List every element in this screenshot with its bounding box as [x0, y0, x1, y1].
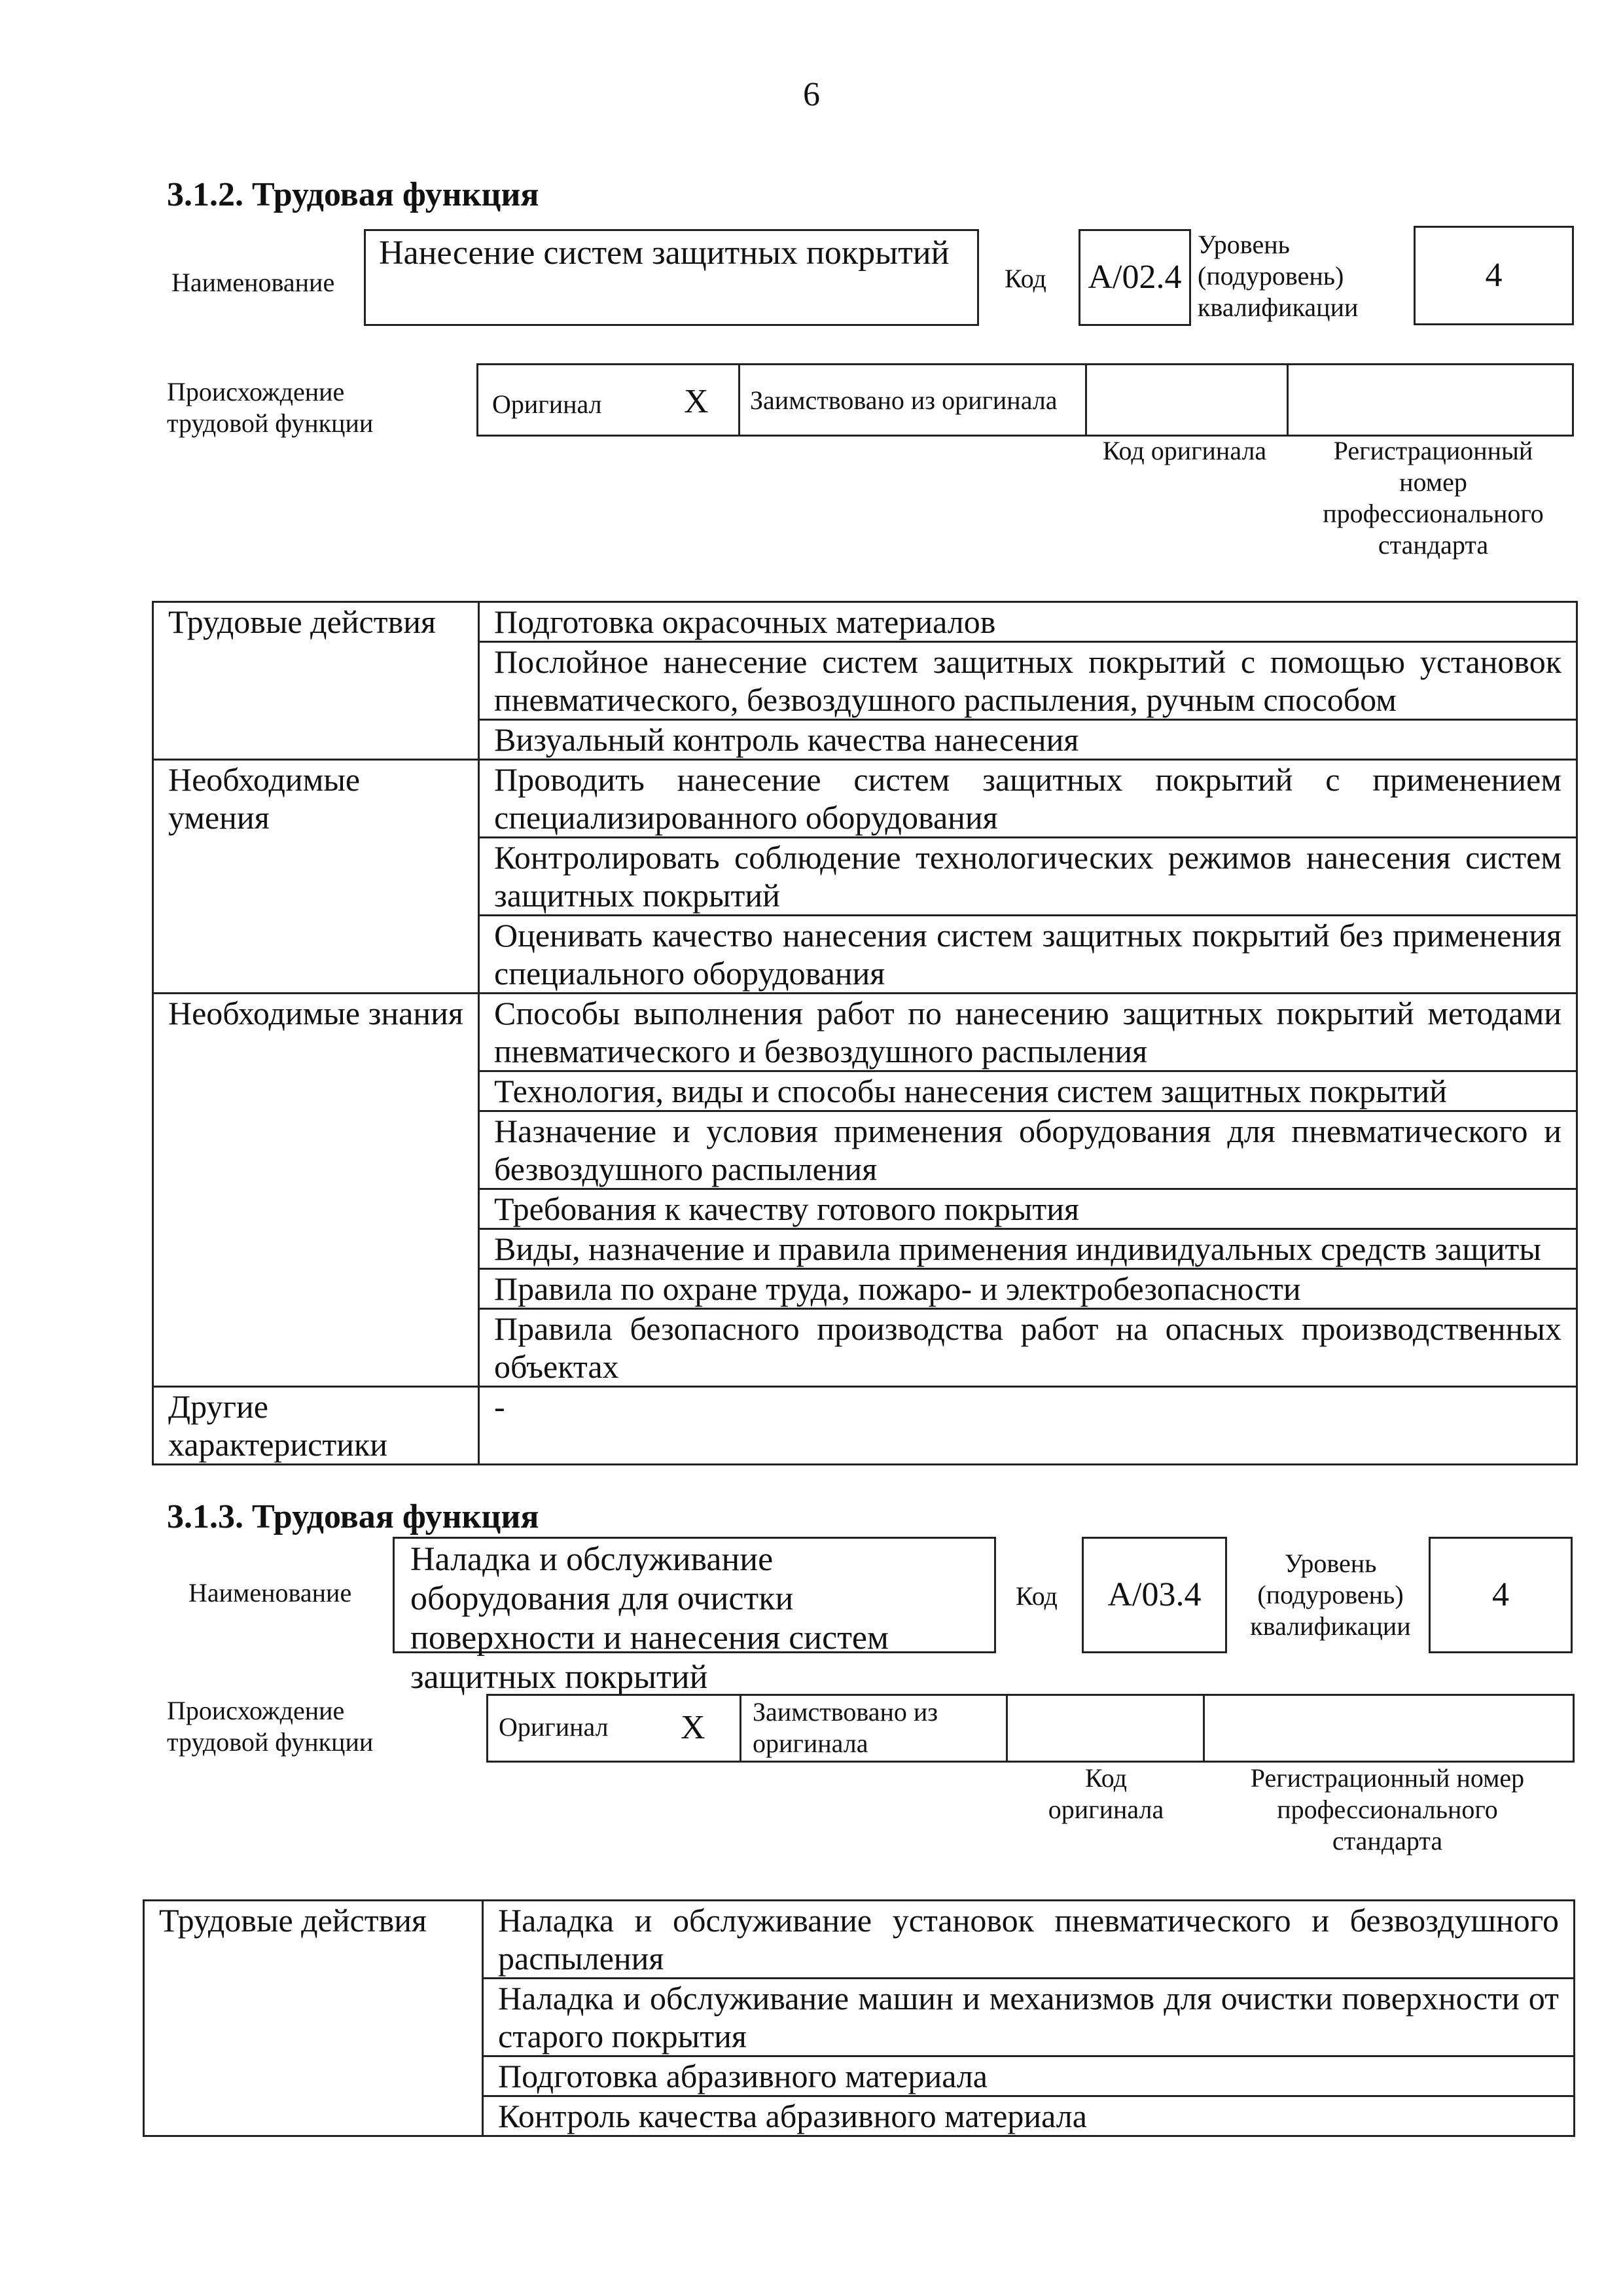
- row-text: Наладка и обслуживание машин и механизмов для очистки поверхности от старого покрытия: [483, 1979, 1575, 2056]
- row-text: Послойное нанесение систем защитных покрытий с помощью установок пневматического, безвоздушного распыления, ручным способом: [479, 642, 1577, 720]
- code-label: Код: [1016, 1581, 1058, 1611]
- code-original-caption: Код оригинала: [1048, 1763, 1164, 1824]
- row-text: Наладка и обслуживание установок пневматического и безвоздушного распыления: [483, 1901, 1575, 1979]
- row-text: Технология, виды и способы нанесения систем защитных покрытий: [479, 1071, 1577, 1111]
- code-value: А/03.4: [1082, 1537, 1227, 1653]
- table-row: [153, 1387, 1577, 1465]
- row-text: Подготовка абразивного материала: [483, 2056, 1575, 2096]
- table-row: [144, 1901, 1575, 1979]
- level-value: 4: [1414, 226, 1574, 325]
- borrowed-label: Заимствовано из оригинала: [750, 386, 1058, 415]
- row-text: Способы выполнения работ по нанесению защитных покрытий методами пневматического и безвоздушного распыления: [479, 994, 1577, 1071]
- row-text: -: [479, 1387, 1577, 1465]
- function-table-313: [143, 1899, 1575, 2137]
- row-group-label: Другие характеристики: [153, 1387, 479, 1465]
- section-heading: 3.1.2. Трудовая функция: [167, 176, 539, 213]
- row-text: Виды, назначение и правила применения индивидуальных средств защиты: [479, 1229, 1577, 1269]
- code-value: А/02.4: [1079, 229, 1191, 326]
- function-table-312: [152, 601, 1578, 1465]
- row-group-label: Необходимые умения: [153, 760, 479, 994]
- table-row: [153, 760, 1577, 838]
- divider: [1006, 1694, 1008, 1763]
- row-group-label: Трудовые действия: [144, 1901, 483, 2136]
- name-value: Нанесение систем защитных покрытий: [364, 229, 979, 326]
- code-original-caption: Код оригинала: [1102, 436, 1267, 465]
- section-heading: 3.1.3. Трудовая функция: [167, 1498, 539, 1535]
- borrowed-label: Заимствовано из оригинала: [753, 1697, 938, 1758]
- row-text: Контролировать соблюдение технологических режимов нанесения систем защитных покрытий: [479, 838, 1577, 916]
- reg-number-caption: Регистрационный номер профессионального стандарта: [1250, 1763, 1525, 1856]
- code-label: Код: [1005, 264, 1046, 293]
- name-label: Наименование: [188, 1578, 352, 1607]
- row-text: Правила по охране труда, пожаро- и электробезопасности: [479, 1269, 1577, 1309]
- row-group-label: Трудовые действия: [153, 602, 479, 760]
- divider: [738, 363, 740, 437]
- original-label: Оригинал: [492, 389, 602, 419]
- name-label: Наименование: [171, 268, 335, 297]
- table-row: [153, 994, 1577, 1071]
- origin-table: [486, 1694, 1575, 1763]
- row-text: Правила безопасного производства работ на опасных производственных объектах: [479, 1309, 1577, 1387]
- row-group-label: Необходимые знания: [153, 994, 479, 1387]
- original-mark: X: [684, 383, 709, 420]
- level-label: Уровень (подуровень) квалификации: [1198, 230, 1359, 322]
- divider: [1203, 1694, 1205, 1763]
- divider: [1085, 363, 1087, 437]
- row-text: Контроль качества абразивного материала: [483, 2096, 1575, 2136]
- origin-label: Происхождение трудовой функции: [167, 377, 374, 438]
- level-label: Уровень (подуровень) квалификации: [1250, 1549, 1411, 1641]
- page-number: 6: [803, 76, 820, 113]
- level-value: 4: [1429, 1537, 1573, 1653]
- row-text: Требования к качеству готового покрытия: [479, 1189, 1577, 1229]
- row-text: Оценивать качество нанесения систем защитных покрытий без применения специального оборудования: [479, 916, 1577, 994]
- divider: [740, 1694, 741, 1763]
- original-mark: X: [681, 1709, 705, 1746]
- row-text: Визуальный контроль качества нанесения: [479, 720, 1577, 760]
- original-label: Оригинал: [499, 1712, 609, 1742]
- row-text: Подготовка окрасочных материалов: [479, 602, 1577, 642]
- reg-number-caption: Регистрационный номер профессионального стандарта: [1323, 436, 1544, 560]
- divider: [1287, 363, 1289, 437]
- name-value: Наладка и обслуживание оборудования для очистки поверхности и нанесения систем защитных покрытий: [393, 1537, 996, 1653]
- row-text: Проводить нанесение систем защитных покрытий с применением специализированного оборудования: [479, 760, 1577, 838]
- origin-label: Происхождение трудовой функции: [167, 1696, 374, 1757]
- table-row: [153, 602, 1577, 642]
- row-text: Назначение и условия применения оборудования для пневматического и безвоздушного распыления: [479, 1111, 1577, 1189]
